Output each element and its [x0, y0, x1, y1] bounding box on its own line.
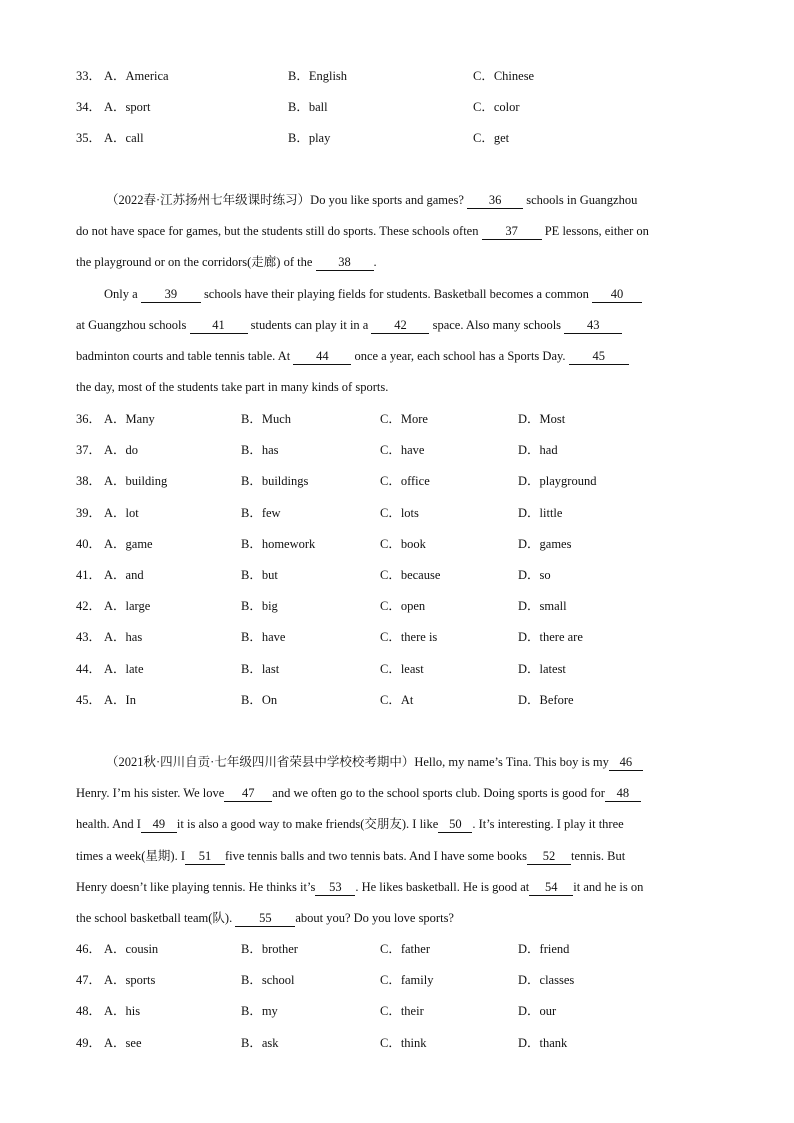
answer-option[interactable]: B．school — [241, 973, 295, 988]
answer-option[interactable]: C．think — [380, 1035, 427, 1050]
passage-text: space. Also many schools — [429, 317, 565, 332]
passage-text: schools have their playing fields for students. Basketball becomes a common — [200, 286, 593, 301]
blank-44[interactable]: 44 — [293, 349, 351, 365]
answer-option[interactable]: C．color — [473, 100, 520, 114]
passage-text: PE lessons, either on — [541, 224, 649, 239]
blank-54[interactable]: 54 — [529, 880, 573, 896]
answer-option[interactable]: A．see — [104, 1035, 142, 1050]
passage-text: Henry doesn’t like playing tennis. He thinks it’s — [76, 879, 316, 894]
blank-48[interactable]: 48 — [605, 786, 641, 802]
answer-option[interactable]: B．but — [241, 568, 278, 582]
passage-text: times a week(星期). I — [76, 848, 185, 863]
passage-text: （2021秋·四川自贡·七年级四川省荣县中学校校考期中）Hello, my name’s Tina. This boy is my — [106, 755, 609, 769]
passage-text: schools in Guangzhou — [523, 193, 638, 207]
answer-option[interactable]: B．play — [288, 131, 331, 145]
blank-38[interactable]: 38 — [316, 255, 374, 271]
answer-option[interactable]: B．big — [241, 599, 278, 614]
answer-option[interactable]: B．few — [241, 505, 281, 520]
passage-line — [106, 191, 721, 209]
passage-line — [104, 285, 721, 303]
question-number: 43． — [76, 630, 102, 645]
passage-text: do not have space for games, but the students still do sports. These schools often — [76, 224, 482, 239]
passage-text: health. And I — [76, 817, 141, 832]
answer-option[interactable]: A．lot — [104, 505, 139, 520]
answer-option[interactable]: A．do — [104, 443, 139, 458]
passage-text: tennis. But — [571, 848, 626, 863]
answer-option[interactable]: B．my — [241, 1004, 278, 1019]
answer-option[interactable]: A．has — [104, 630, 143, 645]
answer-option[interactable]: A．Many — [104, 412, 155, 426]
passage-text: it is also a good way to make friends(交朋友). I like — [176, 817, 439, 832]
answer-option[interactable]: B．brother — [241, 942, 298, 956]
passage-line — [76, 316, 721, 334]
answer-option[interactable]: C．get — [473, 131, 510, 145]
passage-line — [76, 909, 721, 927]
answer-option[interactable]: A．his — [104, 1004, 141, 1019]
answer-option[interactable]: C．More — [380, 412, 428, 426]
answer-option[interactable]: D．classes — [518, 973, 575, 988]
passage-line — [106, 753, 721, 771]
answer-option[interactable]: B．English — [288, 69, 348, 83]
answer-option[interactable]: D．small — [518, 599, 567, 614]
answer-option[interactable]: B．ball — [288, 100, 328, 114]
question-number: 35． — [76, 131, 102, 145]
passage-line — [76, 784, 721, 802]
passage-text: about you? Do you love sports? — [295, 911, 454, 925]
answer-option[interactable]: C．open — [380, 599, 426, 614]
passage-text: the school basketball team(队). — [76, 911, 236, 925]
answer-option[interactable]: A．America — [104, 69, 169, 83]
passage-text: at Guangzhou schools — [76, 317, 190, 332]
blank-49[interactable]: 49 — [141, 817, 177, 833]
passage-text: the day, most of the students take part in many kinds of sports. — [76, 380, 389, 395]
passage-line — [76, 378, 721, 396]
question-number: 49． — [76, 1035, 102, 1050]
passage-line — [76, 878, 721, 896]
answer-option[interactable]: D．latest — [518, 661, 566, 676]
answer-option[interactable]: D．our — [518, 1004, 557, 1019]
answer-option[interactable]: D．there are — [518, 630, 583, 645]
passage-text: students can play it in a — [247, 317, 372, 332]
question-number: 38． — [76, 474, 102, 489]
question-number: 41． — [76, 568, 102, 582]
answer-option[interactable]: D．friend — [518, 942, 570, 956]
blank-51[interactable]: 51 — [185, 849, 225, 865]
answer-option[interactable]: C．there is — [380, 630, 438, 645]
answer-option[interactable]: C．least — [380, 661, 424, 676]
answer-option[interactable]: A．In — [104, 692, 136, 707]
answer-option[interactable]: D．little — [518, 505, 563, 520]
answer-option[interactable]: D．had — [518, 443, 558, 458]
passage-text: . He likes basketball. He is good at — [355, 879, 530, 894]
passage-text: once a year, each school has a Sports Day. — [351, 349, 569, 363]
answer-option[interactable]: C．father — [380, 942, 430, 956]
question-number: 37． — [76, 443, 102, 458]
question-number: 47． — [76, 973, 102, 988]
answer-option[interactable]: B．has — [241, 443, 279, 458]
answer-option[interactable]: C．their — [380, 1004, 424, 1019]
answer-option[interactable]: C．family — [380, 973, 434, 988]
blank-53[interactable]: 53 — [315, 880, 355, 896]
answer-option[interactable]: B．homework — [241, 536, 316, 551]
blank-41[interactable]: 41 — [190, 318, 248, 334]
passage-text: it and he is on — [573, 879, 644, 894]
blank-40[interactable]: 40 — [592, 287, 642, 303]
answer-option[interactable]: C．book — [380, 536, 426, 551]
answer-option[interactable]: D．games — [518, 536, 572, 551]
passage-text: and we often go to the school sports club. Doing sports is good for — [272, 786, 605, 801]
question-number: 45． — [76, 692, 102, 707]
passage-text: . It’s interesting. I play it three — [472, 817, 624, 832]
answer-option[interactable]: B．have — [241, 630, 286, 645]
answer-option[interactable]: B．ask — [241, 1035, 279, 1050]
question-number: 33． — [76, 69, 102, 83]
question-number: 42． — [76, 599, 102, 614]
passage-text: Henry. I’m his sister. We love — [76, 786, 225, 801]
blank-55[interactable]: 55 — [235, 911, 295, 927]
answer-option[interactable]: C．office — [380, 474, 430, 489]
question-number: 44． — [76, 661, 102, 676]
answer-option[interactable]: A．cousin — [104, 942, 159, 956]
question-number: 48． — [76, 1004, 102, 1019]
answer-option[interactable]: A．building — [104, 474, 168, 489]
answer-option[interactable]: A．game — [104, 536, 153, 551]
answer-option[interactable]: C．lots — [380, 505, 419, 520]
blank-45[interactable]: 45 — [569, 349, 629, 365]
answer-option[interactable]: A．sport — [104, 100, 151, 114]
passage-text: five tennis balls and two tennis bats. And I have some books — [225, 848, 528, 863]
answer-option[interactable]: A．large — [104, 599, 151, 614]
blank-39[interactable]: 39 — [141, 287, 201, 303]
answer-option[interactable]: B．buildings — [241, 474, 309, 489]
passage-line — [76, 222, 721, 240]
answer-option[interactable]: D．playground — [518, 474, 597, 489]
passage-text: . — [373, 255, 377, 270]
answer-option[interactable]: B．On — [241, 692, 278, 707]
answer-option[interactable]: D．Before — [518, 692, 574, 707]
passage-line — [76, 347, 721, 365]
answer-option[interactable]: C．have — [380, 443, 425, 458]
answer-option[interactable]: B．Much — [241, 412, 292, 426]
question-number: 46． — [76, 942, 102, 956]
blank-36[interactable]: 36 — [467, 193, 523, 209]
blank-46[interactable]: 46 — [609, 755, 643, 771]
blank-47[interactable]: 47 — [224, 786, 272, 802]
answer-option[interactable]: C．Chinese — [473, 69, 535, 83]
passage-line — [76, 253, 721, 271]
passage-text: （2022春·江苏扬州七年级课时练习）Do you like sports and games? — [106, 193, 468, 207]
answer-option[interactable]: C．At — [380, 692, 414, 707]
question-number: 40． — [76, 536, 102, 551]
blank-42[interactable]: 42 — [371, 318, 429, 334]
blank-37[interactable]: 37 — [482, 224, 542, 240]
answer-option[interactable]: C．because — [380, 568, 441, 582]
answer-option[interactable]: A．sports — [104, 973, 156, 988]
answer-option[interactable]: D．Most — [518, 412, 566, 426]
answer-option[interactable]: D．thank — [518, 1035, 568, 1050]
answer-option[interactable]: A．late — [104, 661, 144, 676]
blank-43[interactable]: 43 — [564, 318, 622, 334]
passage-text: Only a — [104, 286, 141, 301]
answer-option[interactable]: A．call — [104, 131, 144, 145]
answer-option[interactable]: B．last — [241, 661, 280, 676]
question-number: 36． — [76, 412, 102, 426]
blank-52[interactable]: 52 — [527, 849, 571, 865]
question-number: 39． — [76, 505, 102, 520]
passage-text: badminton courts and table tennis table. At — [76, 349, 294, 363]
answer-option[interactable]: A．and — [104, 568, 144, 582]
blank-50[interactable]: 50 — [438, 817, 472, 833]
passage-line — [76, 847, 721, 865]
passage-text: the playground or on the corridors(走廊) of the — [76, 255, 316, 270]
answer-option[interactable]: D．so — [518, 568, 551, 582]
passage-line — [76, 815, 721, 833]
question-number: 34． — [76, 100, 102, 114]
